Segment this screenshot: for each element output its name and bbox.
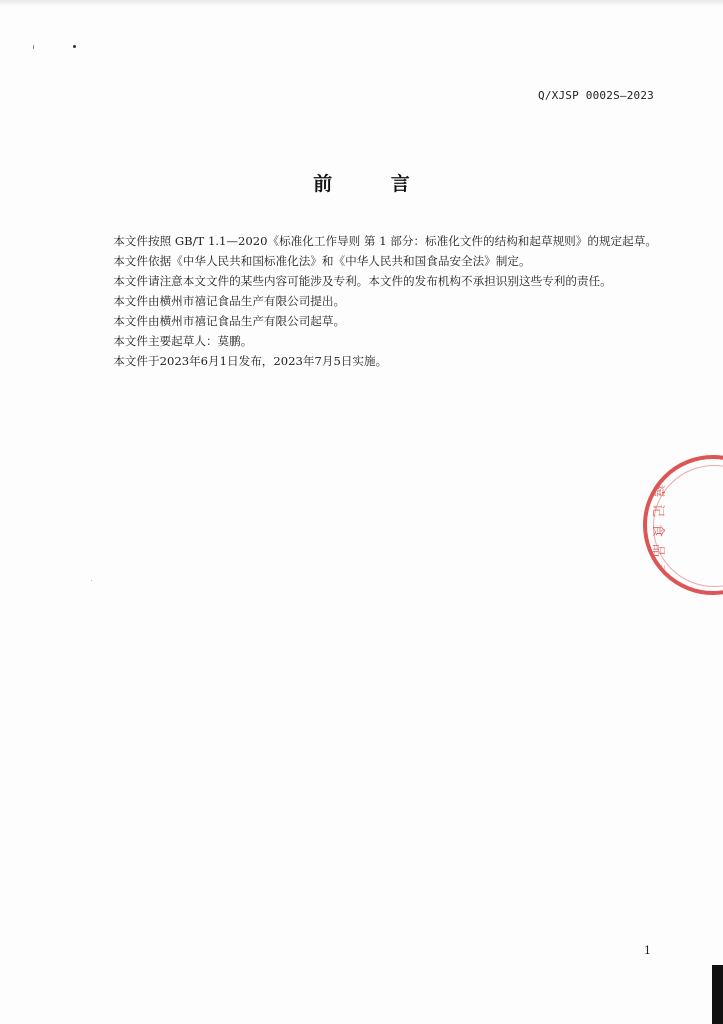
scan-edge-shadow: [0, 0, 723, 6]
scan-speck: [91, 580, 92, 581]
preface-paragraph: 本文件按照 GB/T 1.1—2020《标准化工作导则 第 1 部分：标准化文件的结构和起草规则》的规定起草。: [113, 234, 657, 248]
preface-paragraph: 本文件于2023年6月1日发布，2023年7月5日实施。: [113, 354, 388, 368]
scan-speck: [33, 45, 34, 49]
seal-character: 司: [650, 563, 666, 578]
preface-paragraph: 本文件请注意本文文件的某些内容可能涉及专利。本文件的发布机构不承担识别这些专利的责任。: [113, 274, 612, 288]
preface-body: [90, 231, 659, 371]
preface-paragraph: 本文件依据《中华人民共和国标准化法》和《中华人民共和国食品安全法》制定。: [113, 254, 531, 268]
company-seal-stamp: [643, 455, 723, 595]
seal-character: 禧: [650, 483, 666, 498]
preface-paragraph: 本文件由横州市禧记食品生产有限公司提出。: [113, 294, 346, 308]
scan-edge-mark: [712, 965, 723, 1024]
scan-speck: [73, 45, 76, 48]
seal-character: 食: [650, 523, 666, 538]
seal-character: 品: [650, 543, 666, 558]
preface-paragraph: 本文件由横州市禧记食品生产有限公司起草。: [113, 314, 346, 328]
document-code: Q/XJSP 0002S—2023: [538, 89, 654, 102]
page-title: 前 言: [313, 173, 436, 195]
page-number: 1: [644, 944, 651, 957]
preface-paragraph: 本文件主要起草人：莫鹏。: [113, 334, 253, 348]
seal-character: 记: [650, 503, 666, 518]
